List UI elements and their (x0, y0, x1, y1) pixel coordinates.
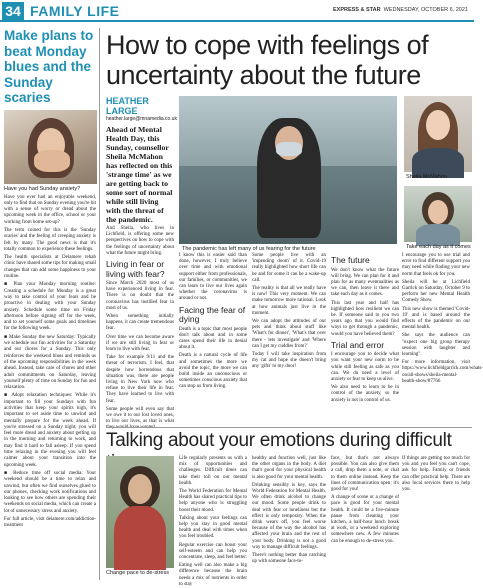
sidebar-paragraph: ■ Plan your Monday morning routine: Creating a schedule for Monday is a great way to take control of your fears and be proactive in dealing with your Sunday anxiety. Schedule some time on Friday afternoon before signing off for the week, and to set yourself some goals and timelines for the following week. (4, 282, 96, 332)
article-paragraph: Since March 2020 most of us have experienced living in fear. There is no doubt that the coronavirus has instilled fear in most of us. (106, 281, 174, 311)
sidebar-paragraph: The term coined for this is the 'Sunday scaries' and the feeling of creeping anxiety is felt by many. The good news is that it's totally common to experience these feelings. (4, 227, 96, 252)
issue-date: WEDNESDAY, OCTOBER 6, 2021 (383, 7, 468, 13)
article-paragraph: Talking about your feelings can help you stay in good mental health and deal with times when you feel troubled. (179, 515, 247, 540)
article-paragraph: Death is a topic that most people don't talk about and in some cases spend their life in denial about it. (179, 326, 247, 351)
article-paragraph: This last year and half has highlighted how resilient we can be. If someone said to you two years ago that you would find ways to get through a pandemic, would you have believed them? (331, 300, 399, 337)
article-paragraph: healthy and function well, just like the other organs in the body. A diet that's good for your physical health is also good for your mental health. (252, 456, 326, 480)
subheading: Trial and error (331, 339, 385, 350)
small-photo (404, 186, 472, 242)
article-column-5 (402, 253, 483, 424)
small-photo-caption: Take each day as it comes (406, 244, 471, 250)
article-paragraph: And Sheila, who lives in Lichfield, is offering some new perspectives on how to cope with the feelings of uncertainty about what the future might bring. (106, 226, 174, 256)
sidebar-paragraph: The health specialists at Delamere rehab clinic have shared some tips for making small changes that can add some happiness to your routine. (4, 255, 96, 280)
article-paragraph: When something initially happens, it can create tremendous fear. (106, 314, 174, 332)
page-number: 34 (2, 2, 24, 20)
article-column-1 (106, 96, 177, 425)
article-paragraph: Some people will even say that we owe it to our lost loved ones, to live our lives, as that is what (106, 406, 174, 425)
article-paragraph: The World Federation for Mental Health has shared practical tips to help anyone who is struggling boost their mood. (179, 489, 247, 513)
section-title: FAMILY LIFE (30, 3, 120, 19)
subheading: Living in fear or living with fear? (106, 259, 165, 279)
article-paragraph: There's nothing better than catching up with someone face-to- (252, 553, 326, 565)
article-column-4 (331, 253, 399, 424)
portrait-caption: Sheila McMahon (406, 174, 447, 180)
second-article-column-4 (402, 456, 470, 580)
second-headline: Talking about your emotions during difficult (106, 430, 452, 451)
second-article-column-3 (331, 456, 399, 580)
bottom-photo (106, 456, 174, 568)
article-paragraph: Death is a natural cycle of life and sometimes the more we avoid the topic, the more we can build inside an unconscious or sometimes conscious anxiety that can stop us from living. (179, 353, 247, 390)
sidebar-paragraph: ■ Adopt relaxation techniques: While it's important to fill your Sundays with fun activities that keep your spirits high, it's important to set aside time to unwind and mentally prepare for the week ahead. If you're stressed on a Sunday night, you will feel more dread and anxiety about getting up in the morning and returning to work, and may find it hard to fall asleep. If you spend time relaxing in the evening you will feel calmer about your transition into the upcoming week. (4, 393, 96, 468)
article-paragraph: The reality is that all we really have is now! This very moment. We can make tomorrow more rational. Look at how animals just live in the moment. (252, 286, 326, 316)
article-paragraph: Take for example 9/11 and the threat of terrorism. I feel, that despite how horrendous that situation was, there are people living in New York now who refuse to live their life in fear. They have learned to live with fear. (106, 355, 174, 404)
article-column-2 (179, 253, 247, 424)
article-paragraph: Drinking sensibly is key, says the World Federation for Mental Health. We often drink alcohol to change our mood. Some people drink to deal with fear or loneliness but the effect is only temporary. When the drink wears off, you feel worse because of the way the alcohol has affected your brain and the rest of your body. Drinking is not a good way to manage difficult feelings. (252, 482, 326, 550)
sidebar-paragraph: ■ Make Sunday the new Saturday: Typically we schedule our fun activities for a Saturday and our chores for a Sunday. This only reinforces the weekend blues and reminds us of the upcoming responsibilities in the week ahead. Instead, take care of chores and other adult commitments on Saturday, leaving yourself plenty of time on Sunday for fun and relaxation. (4, 334, 96, 391)
portrait-photo (404, 96, 472, 172)
page-header (0, 0, 474, 22)
main-headline: How to cope with feelings of uncertainty about the future (106, 30, 429, 90)
article-paragraph: We can adopt the attitudes of our pets and think about stuff like 'What's for dinner', 'What's that over there - lets investigate' and 'Where can I get my cuddles from?' (252, 319, 326, 349)
article-paragraph: Today I will take inspiration from my cat and hope she doesn't bring any 'gifts' to my door! (252, 352, 326, 370)
standfirst: Ahead of Mental Health Day, this Sunday, counsellor Sheila McMahon has reflected on this 'strange time' as we are getting back to some sort of normal while still living with the threat of the pandemic. (106, 125, 173, 224)
article-paragraph: I know this is easier said than done, however, I truly believe over time and with emotional support either from professionals, our families, or communities, we can learn to live our lives again whether the coronavirus is around or not. (179, 253, 247, 302)
article-paragraph: We don't know what the future will bring. We can plan for it and plan for as many eventualities as we can, then leave it there and take each day as it comes. (331, 267, 399, 298)
subheading: Facing the fear of dying (179, 304, 246, 325)
article-paragraph: If things are getting too much for you and you feel you can't cope, ask for help. Family or friends can offer practical help. There are also local services there to help you. (402, 456, 470, 493)
article-paragraph: Regular exercise can boost your self-esteem and can help you concentrate, sleep, and feel better. (179, 542, 247, 561)
sidebar-photo (4, 110, 97, 184)
sidebar-headline: Make plans to beat Monday blues and the Sunday scaries (4, 28, 94, 105)
article-paragraph: Eating well can also make a big difference because the brain needs a mix of nutrients in order to stay (179, 563, 247, 587)
sidebar-photo-caption: Have you had Sunday anxiety? (4, 185, 81, 192)
main-photo (179, 96, 397, 244)
sidebar-paragraph: For full article, visit delamere.com/addiction-treatment (4, 517, 96, 529)
byline: HEATHER LARGE (106, 96, 149, 116)
masthead (333, 7, 468, 13)
main-photo-caption: The pandemic has left many of us fearing for the future (182, 246, 316, 252)
article-paragraph: Life regularly presents us with a mix of opportunities and challenges. Difficult times can take their toll on our mental health. (179, 456, 247, 486)
article-paragraph: She says the audience can "expect one big group therapy session with laughter and learning". (402, 333, 470, 358)
article-paragraph: This new show is themed 'Covid-19' and is based around the effects of the pandemic on our mental health. (402, 306, 470, 331)
article-paragraph: We also need to learn to be in control of the anxiety, so the anxiety is not in control of us. (331, 385, 399, 403)
article-paragraph: Some people live with an 'impending doom' of it. Covid-19 really highlighted how short life can be and for some it can be a wake-up call. (252, 253, 326, 283)
article-column-3 (252, 253, 326, 424)
paper-name: EXPRESS & STAR (332, 7, 381, 13)
article-paragraph: face, but that's not always possible. You can also give them a call, drop them a note, or chat to them online instead. Keep the lines of communication open: it's good for you! (331, 456, 399, 493)
article-paragraph: I encourage you to use trial and error to find different support you may need while finding your new norm that feels ok for you. (402, 253, 470, 277)
section-divider (106, 427, 472, 428)
bottom-photo-caption: Change pace to de-stress (106, 570, 169, 576)
second-article-column-2 (252, 456, 326, 580)
article-paragraph: Over time we can become aware if we are still living in fear or learn to live with fear. (106, 334, 174, 353)
byline-email: heather.large@mnamedia.co.uk (106, 116, 177, 122)
subheading: The future (331, 255, 370, 265)
second-article-column-1 (179, 456, 247, 587)
sidebar-paragraph: ■ Reduce time off social media: Your weekend should be a time to relax and unwind, but often we find ourselves glued to our phones, checking work notifications and looking to see how others are spending their weekends on social media, which can create a lot of unnecessary stress and anxiety. (4, 470, 96, 514)
article-paragraph: I encourage you to decide what you want your new norm to be while still feeling as safe as you can. We do need a level of anxiety or fear to keep us alive. (331, 352, 399, 383)
article-paragraph: A change of scene or a change of pace is good for your mental health. It could be a five-minute pause from cleaning your kitchen, a half-hour lunch break at work, or a weekend exploring somewhere new. A few minutes can be enough to de-stress you. (331, 495, 399, 544)
sidebar-body (4, 195, 96, 530)
sidebar-paragraph: Have you ever had an enjoyable weekend, only to find that on Sunday evening you're hit with a sense of worry or dread about the upcoming week in the office, school or your working from home set-up? (4, 194, 96, 225)
sidebar-article (4, 28, 100, 580)
article-paragraph: For more information, visit https://www.lichfieldgarrick.com/whats-on/all-shows/sheila-mental-health-show/87766 (402, 360, 483, 384)
article-paragraph: Sheila will be at Lichfield Garrick on Saturday, October 9 to perform her new Mental Health Comedy Show. (402, 279, 470, 304)
